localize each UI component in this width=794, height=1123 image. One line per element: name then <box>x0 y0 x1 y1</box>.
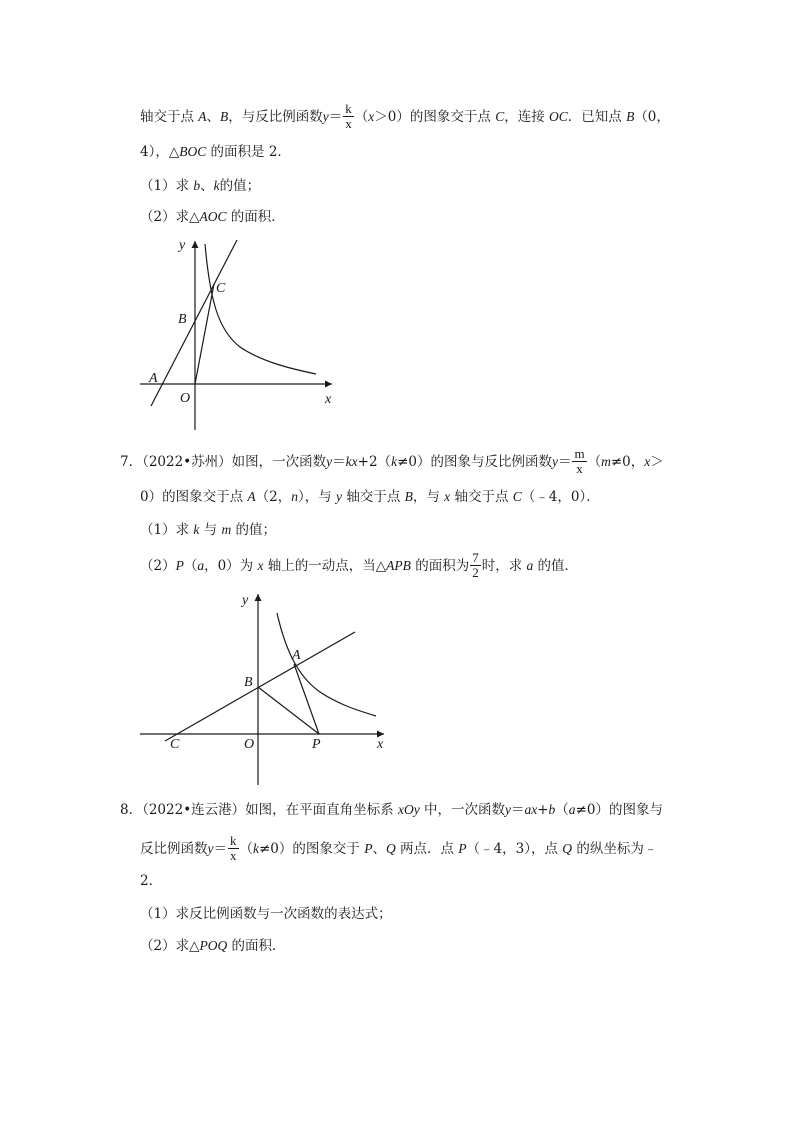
text: ≠0）的图象交于 <box>259 841 365 857</box>
triangle-boc: BOC <box>179 144 207 159</box>
text: ＞ <box>650 454 664 470</box>
p8-question-1 <box>140 904 392 924</box>
label-b: B <box>178 312 187 327</box>
point-c: C <box>512 489 522 504</box>
var-x: x <box>444 489 451 504</box>
text: 中，一次函数 <box>419 802 505 818</box>
p8-line-3 <box>140 871 162 891</box>
text: （﹣4，3），点 <box>466 841 563 857</box>
var-m: m <box>221 522 232 537</box>
var-a: a <box>197 558 205 573</box>
text: （ <box>555 802 569 818</box>
point-p: P <box>458 841 467 856</box>
text: ＞0）的图象交于点 <box>374 109 496 125</box>
var-m: m <box>601 454 611 469</box>
text: 轴上的一动点，当△ <box>263 558 387 574</box>
var-a: a <box>526 558 534 573</box>
var-k: k <box>213 178 220 193</box>
text: （﹣4，0）． <box>521 489 600 505</box>
label-a: A <box>149 371 158 386</box>
point-q: Q <box>385 841 396 856</box>
point-c: C <box>495 109 505 124</box>
fraction-denominator: 2 <box>472 565 479 580</box>
var-ax: ax <box>524 802 538 817</box>
triangle-poq: POQ <box>199 938 228 953</box>
text: （ <box>183 558 198 574</box>
label-p: P <box>312 737 321 752</box>
var-k: k <box>391 454 398 469</box>
text: 的值； <box>219 178 261 194</box>
text: 的面积． <box>226 209 285 225</box>
text: 、 <box>372 841 386 857</box>
text: ＝ <box>510 802 525 818</box>
text: （1）求反比例函数与一次函数的表达式； <box>140 906 392 922</box>
label-c: C <box>216 281 226 296</box>
text: 的面积是 2． <box>206 144 291 160</box>
text: ＝ <box>332 454 346 470</box>
label-o: O <box>180 391 191 406</box>
label-o: O <box>244 737 255 752</box>
text: 、 <box>200 178 214 194</box>
text: + <box>537 802 549 818</box>
var-n: n <box>291 489 298 504</box>
text: 的面积． <box>227 938 286 954</box>
text: 轴交于点 <box>342 489 405 505</box>
var-x: x <box>644 454 651 469</box>
label-b: B <box>244 675 253 690</box>
segment-bp <box>258 687 319 734</box>
var-y: y <box>551 454 558 469</box>
label-a: A <box>292 648 301 663</box>
text: 8．（2022•连云港）如图，在平面直角坐标系 <box>120 802 398 818</box>
text: 7．（2022•苏州）如图，一次函数 <box>120 454 327 470</box>
var-kx: kx <box>345 454 358 469</box>
fraction-denominator: x <box>576 461 583 476</box>
label-y: y <box>179 238 186 253</box>
text: +2（ <box>357 454 392 470</box>
p8-line-2 <box>140 835 657 864</box>
var-a: a <box>568 802 576 817</box>
text: （ <box>587 454 602 470</box>
fraction-numerator: m <box>574 446 585 461</box>
var-y: y <box>207 841 214 856</box>
text: （0， <box>634 109 670 125</box>
var-y: y <box>504 802 511 817</box>
text: ＝ <box>557 454 572 470</box>
text: 4），△ <box>140 144 180 160</box>
text: （ <box>239 841 253 857</box>
point-a: A <box>198 109 207 124</box>
label-x: x <box>325 392 332 407</box>
text: 0）的图象交于点 <box>140 489 248 505</box>
text: 时，求 <box>481 558 527 574</box>
var-k: k <box>253 841 259 856</box>
text: 的纵坐标为﹣ <box>572 841 658 857</box>
var-y: y <box>322 109 329 124</box>
var-y: y <box>326 454 333 469</box>
text: 轴交于点 <box>450 489 513 505</box>
fraction-numerator: 7 <box>472 550 479 565</box>
point-a: A <box>247 489 256 504</box>
text: （2）求△ <box>140 209 200 225</box>
var-x: x <box>257 558 264 573</box>
fraction-numerator: k <box>230 833 237 848</box>
p8-question-2 <box>140 936 286 956</box>
var-x: x <box>368 109 375 124</box>
text: （2）求△ <box>140 938 200 954</box>
text: ＝ <box>328 109 343 125</box>
text: 2． <box>140 873 163 889</box>
var-y: y <box>336 489 343 504</box>
label-y: y <box>242 593 249 608</box>
text: 的值； <box>231 522 277 538</box>
point-p: P <box>364 841 373 856</box>
text: （1）求 <box>140 522 194 538</box>
hyperbola-curve <box>277 613 376 716</box>
linear-function-line <box>165 632 355 741</box>
var-b: b <box>193 178 201 193</box>
text: （1）求 <box>140 178 194 194</box>
text: （ <box>354 109 369 125</box>
point-b: B <box>626 109 635 124</box>
text: （2， <box>255 489 292 505</box>
text: ≠0）的图象与 <box>575 802 663 818</box>
text: ，连接 <box>504 109 549 125</box>
point-p: P <box>175 558 184 573</box>
fraction-denominator: x <box>345 116 352 131</box>
p8-line-1 <box>120 800 663 820</box>
text: 的值． <box>533 558 579 574</box>
text: ，与反比例函数 <box>228 109 323 125</box>
segment-oc: OC <box>549 109 568 124</box>
triangle-aoc: AOC <box>199 209 227 224</box>
text: ．已知点 <box>567 109 627 125</box>
text: ，与 <box>412 489 445 505</box>
fraction-k-over-x <box>228 834 239 863</box>
text: ≠0）的图象与反比例函数 <box>397 454 552 470</box>
text: 、 <box>206 109 221 125</box>
label-c: C <box>170 737 180 752</box>
point-b: B <box>220 109 229 124</box>
point-q: Q <box>562 841 573 856</box>
text: 轴交于点 <box>140 109 199 125</box>
text: ＝ <box>213 841 227 857</box>
fraction-denominator: x <box>230 848 237 863</box>
var-k: k <box>193 522 200 537</box>
point-b: B <box>404 489 413 504</box>
text: ），与 <box>297 489 337 505</box>
label-x: x <box>377 737 384 752</box>
triangle-apb: APB <box>386 558 411 573</box>
text: 的面积为 <box>410 558 470 574</box>
fraction-numerator: k <box>345 101 352 116</box>
text: （2） <box>140 558 176 574</box>
text: 两点．点 <box>395 841 459 857</box>
coordinate-system-xoy: xOy <box>397 802 420 817</box>
var-b: b <box>548 802 556 817</box>
text: ≠0， <box>610 454 645 470</box>
text: ，0）为 <box>204 558 258 574</box>
segment-ap <box>294 664 319 734</box>
text: 反比例函数 <box>140 841 208 857</box>
text: 与 <box>199 522 222 538</box>
